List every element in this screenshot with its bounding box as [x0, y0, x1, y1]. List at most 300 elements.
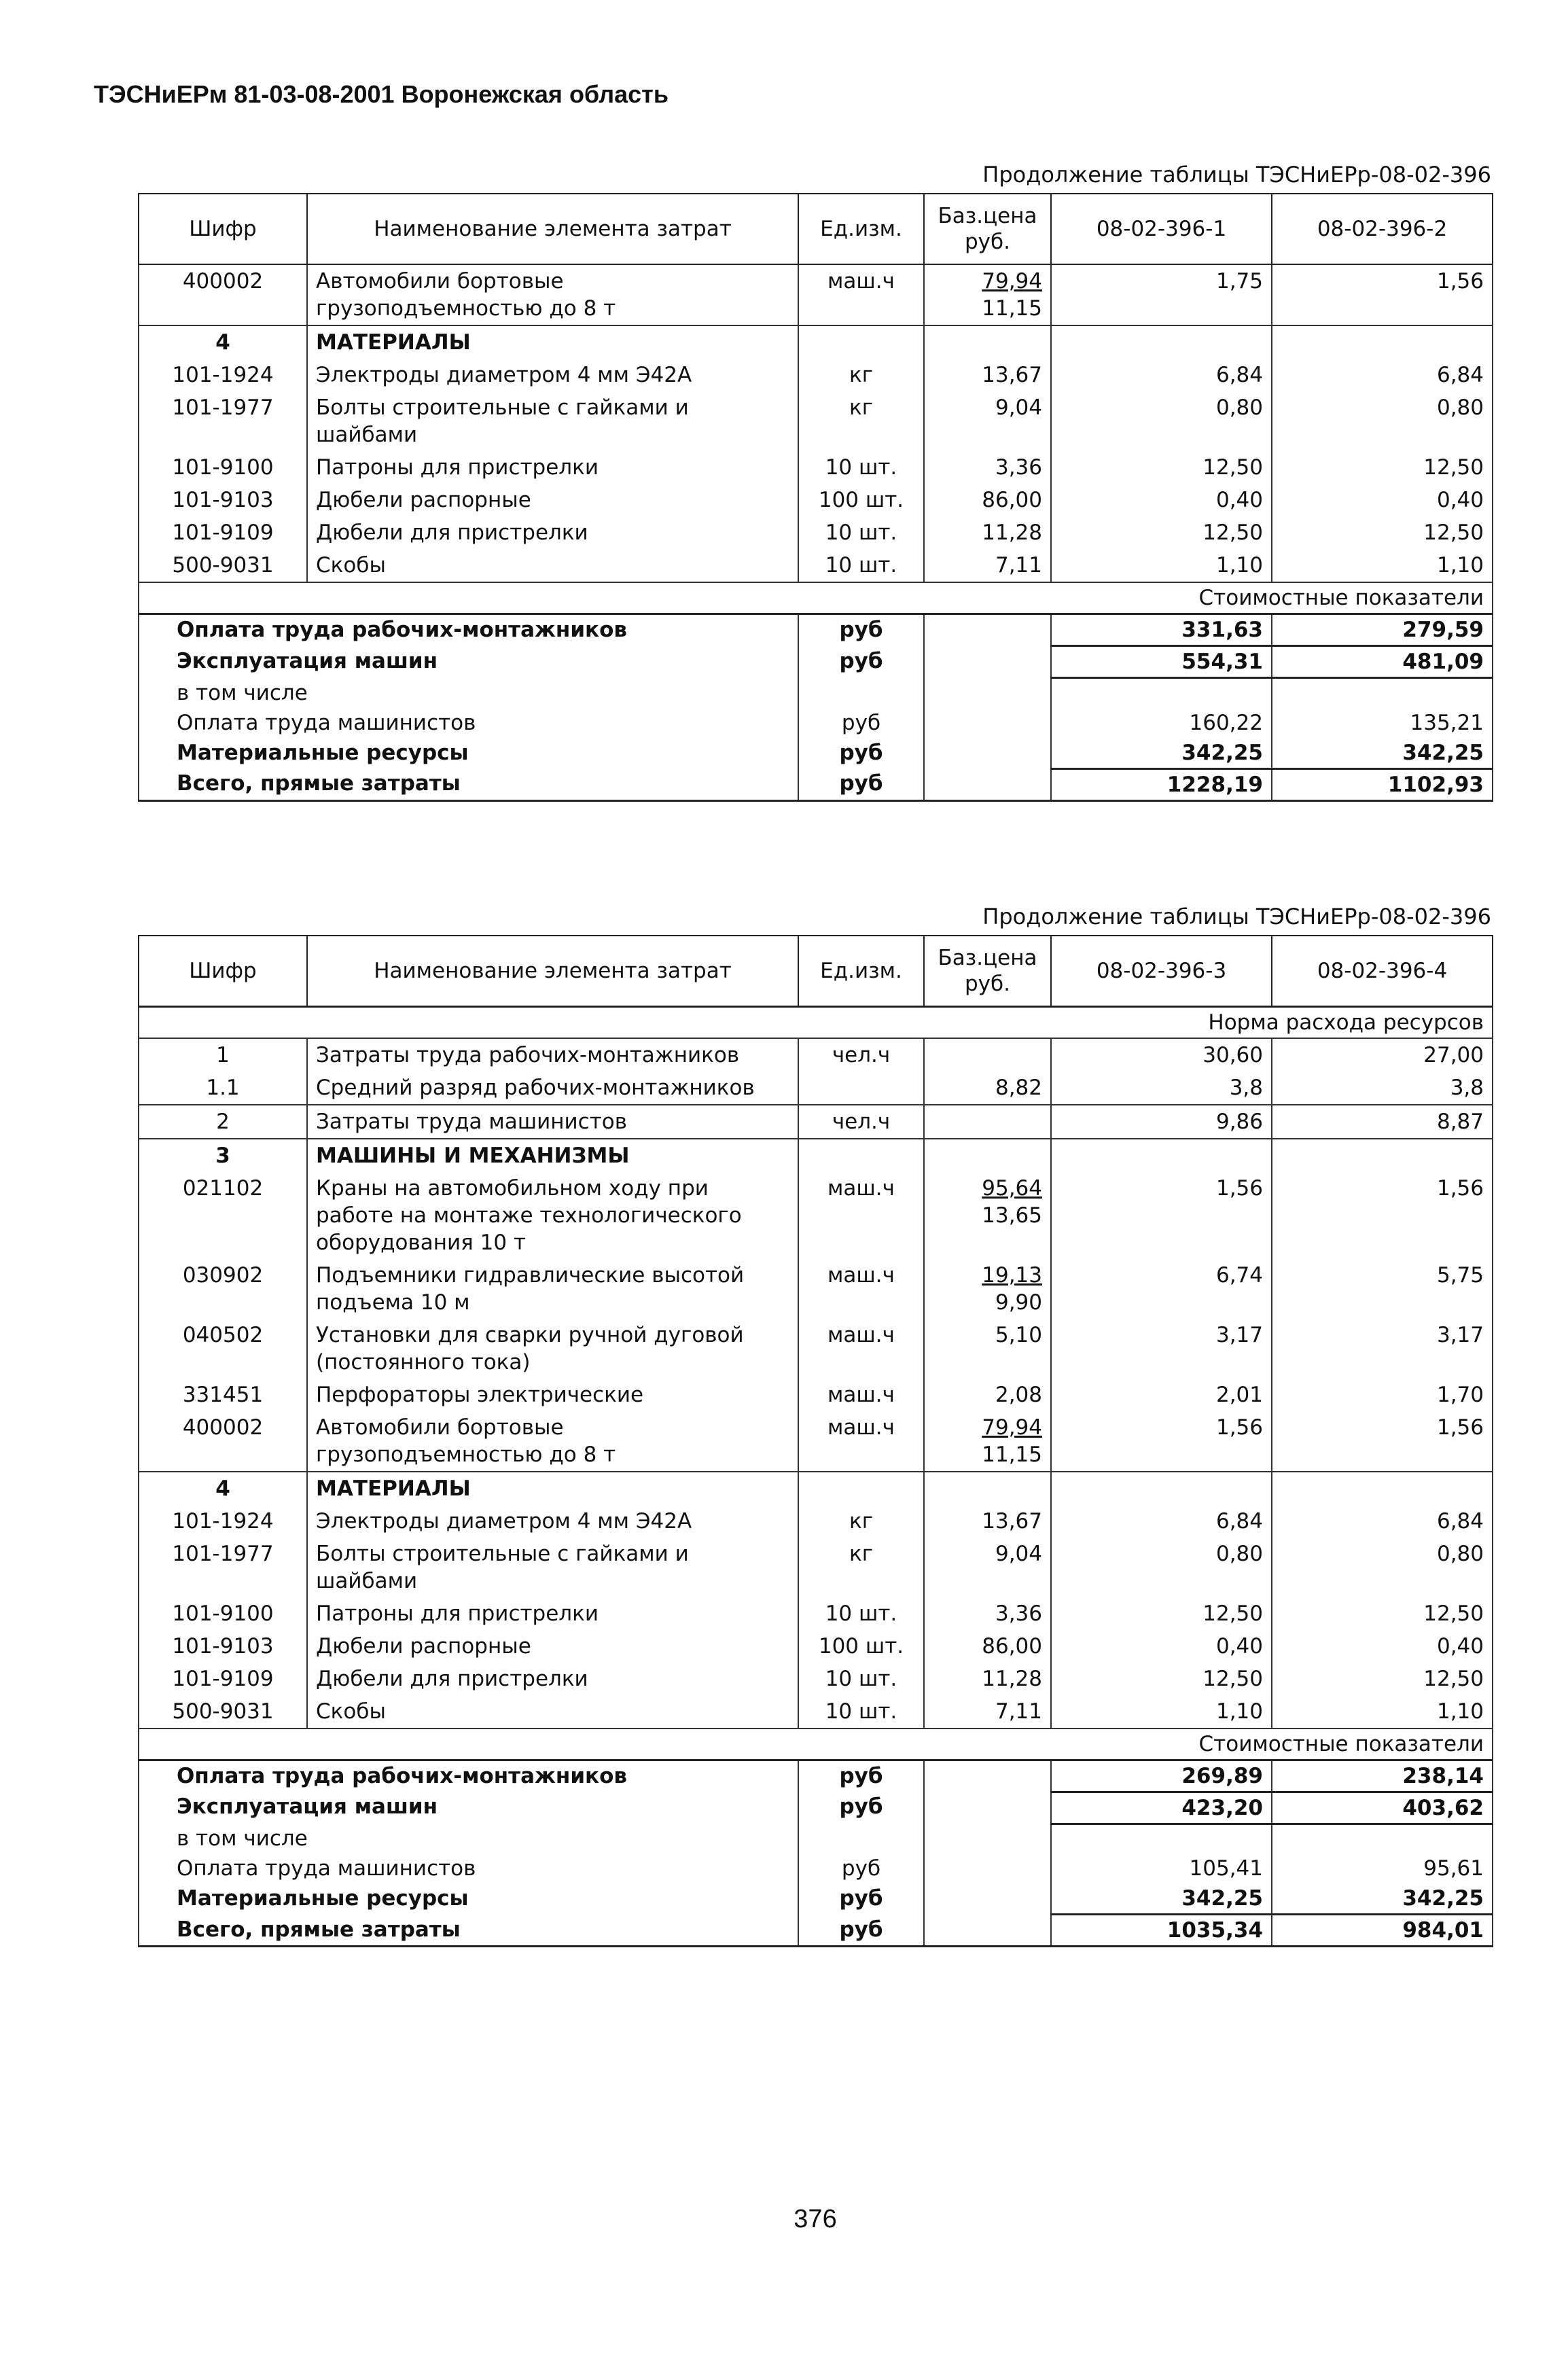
row-code-text: 021102 [182, 1175, 264, 1201]
table-row [139, 1695, 1493, 1729]
summary-value-a [1051, 1824, 1272, 1854]
summary-unit: руб [798, 614, 924, 646]
col-b-header: 08-02-396-4 [1272, 936, 1493, 1006]
row-unit [798, 451, 924, 484]
table-row [139, 549, 1493, 582]
row-code-text: 4 [215, 330, 230, 355]
row-unit [798, 1597, 924, 1630]
row-value-a-text: 3,8 [1229, 1075, 1263, 1100]
col-name-header: Наименование элемента затрат [307, 936, 798, 1006]
table-row [139, 1139, 1493, 1172]
summary-row [139, 646, 1493, 678]
row-value-a [1051, 484, 1272, 516]
price-value: 95,64 [982, 1175, 1042, 1201]
price-value: 7,11 [995, 1699, 1042, 1724]
row-value-b [1272, 325, 1493, 359]
row-unit [798, 1105, 924, 1139]
summary-value-b: 279,59 [1272, 614, 1493, 646]
row-name [307, 1259, 798, 1319]
row-name-text: Дюбели распорные [316, 1633, 531, 1659]
summary-price-empty [924, 1792, 1051, 1824]
price-wage-value: 9,90 [995, 1290, 1042, 1315]
row-unit [798, 1319, 924, 1379]
row-name [307, 1105, 798, 1139]
summary-row [139, 708, 1493, 738]
row-unit [798, 1630, 924, 1663]
row-name-text: Подъемники гидравлические высотой подъема 10 м [316, 1262, 745, 1315]
summary-unit: руб [798, 1915, 924, 1947]
row-value-b [1272, 1139, 1493, 1172]
row-unit-text: 10 шт. [825, 455, 897, 480]
row-unit-text: маш.ч [827, 1415, 895, 1440]
cost-title: Стоимостные показатели [139, 582, 1493, 614]
table-row [139, 1172, 1493, 1259]
row-value-b [1272, 1695, 1493, 1729]
row-value-a-text: 6,84 [1215, 1508, 1263, 1534]
row-unit-text: кг [849, 363, 873, 387]
norm-title: Норма расхода ресурсов [139, 1006, 1493, 1038]
row-code-text: 331451 [182, 1382, 264, 1407]
row-name [307, 264, 798, 325]
table-row [139, 1538, 1493, 1597]
row-value-b-text: 3,17 [1436, 1322, 1484, 1347]
row-value-b-text: 3,8 [1450, 1075, 1484, 1100]
row-name-text: Дюбели для пристрелки [316, 1666, 588, 1691]
table-row [139, 1105, 1493, 1139]
row-value-b-text: 12,50 [1423, 455, 1484, 480]
row-value-b-text: 0,40 [1436, 1633, 1484, 1659]
row-code [139, 1597, 307, 1630]
row-value-a [1051, 1663, 1272, 1695]
price-value: 11,28 [982, 1666, 1042, 1691]
row-unit-text: кг [849, 1541, 873, 1566]
summary-label: Оплата труда рабочих-монтажников [139, 614, 798, 646]
row-value-a-text: 12,50 [1202, 1666, 1263, 1691]
row-value-b-text: 1,56 [1436, 1415, 1484, 1440]
row-value-b-text: 1,10 [1436, 1699, 1484, 1724]
price-value: 9,04 [995, 1541, 1042, 1566]
price-value: 7,11 [995, 553, 1042, 578]
row-value-b-text: 0,40 [1436, 488, 1484, 512]
row-value-b [1272, 1319, 1493, 1379]
row-code [139, 1105, 307, 1139]
summary-price-empty [924, 768, 1051, 800]
row-value-a [1051, 1538, 1272, 1597]
row-unit-text: кг [849, 395, 873, 420]
row-value-b-text: 12,50 [1423, 1666, 1484, 1691]
row-name [307, 359, 798, 391]
summary-label: Всего, прямые затраты [139, 768, 798, 800]
row-value-a [1051, 1319, 1272, 1379]
row-value-b [1272, 1172, 1493, 1259]
row-name-text: МАШИНЫ И МЕХАНИЗМЫ [316, 1143, 630, 1168]
table1-caption: Продолжение таблицы ТЭСНиЕРр-08-02-396 [982, 162, 1491, 188]
row-code [139, 1538, 307, 1597]
row-unit-text: кг [849, 1508, 873, 1534]
table-row [139, 1630, 1493, 1663]
row-price [924, 549, 1051, 582]
row-price [924, 1538, 1051, 1597]
row-value-a [1051, 1505, 1272, 1538]
row-unit [798, 516, 924, 549]
row-unit-text: чел.ч [832, 1109, 891, 1134]
summary-unit: руб [798, 768, 924, 800]
summary-price-empty [924, 678, 1051, 708]
summary-value-a: 342,25 [1051, 1883, 1272, 1915]
row-code [139, 1379, 307, 1411]
table-row [139, 1597, 1493, 1630]
row-name [307, 1663, 798, 1695]
row-value-b-text: 1,56 [1436, 1175, 1484, 1201]
table2-body [139, 1006, 1493, 1947]
row-unit [798, 1538, 924, 1597]
row-name [307, 1472, 798, 1505]
row-name-text: Затраты труда машинистов [316, 1109, 628, 1134]
col-unit-header: Ед.изм. [798, 936, 924, 1006]
row-value-a-text: 12,50 [1202, 455, 1263, 480]
row-value-a-text: 2,01 [1215, 1382, 1263, 1407]
row-code-text: 101-9100 [172, 1601, 274, 1626]
row-value-a-text: 6,74 [1215, 1262, 1263, 1288]
table-row [139, 325, 1493, 359]
col-name-header: Наименование элемента затрат [307, 194, 798, 264]
row-name-text: Автомобили бортовые грузоподъемностью до 8 т [316, 1415, 616, 1467]
row-price [924, 264, 1051, 325]
row-value-b [1272, 1411, 1493, 1472]
row-value-a-text: 0,40 [1215, 1633, 1263, 1659]
norm-title-row [139, 1006, 1493, 1038]
row-name [307, 516, 798, 549]
row-name-text: Перфораторы электрические [316, 1382, 644, 1407]
row-name [307, 1695, 798, 1729]
row-value-a [1051, 451, 1272, 484]
row-price [924, 1630, 1051, 1663]
row-unit-text: маш.ч [827, 1382, 895, 1407]
row-value-b [1272, 264, 1493, 325]
summary-price-empty [924, 1824, 1051, 1854]
row-value-b [1272, 1538, 1493, 1597]
row-unit [798, 391, 924, 451]
table-row [139, 391, 1493, 451]
row-code-text: 030902 [182, 1262, 264, 1288]
summary-value-a: 423,20 [1051, 1792, 1272, 1824]
row-code-text: 101-1977 [172, 1541, 274, 1566]
row-unit [798, 1259, 924, 1319]
row-code [139, 1695, 307, 1729]
row-value-a-text: 30,60 [1202, 1042, 1263, 1067]
row-name [307, 1172, 798, 1259]
summary-row [139, 1915, 1493, 1947]
table1-header-row [139, 194, 1493, 264]
summary-value-b: 481,09 [1272, 646, 1493, 678]
table-row [139, 1663, 1493, 1695]
summary-price-empty [924, 614, 1051, 646]
row-unit-text: маш.ч [827, 1175, 895, 1201]
row-code-text: 500-9031 [172, 553, 274, 578]
row-name-text: Автомобили бортовые грузоподъемностью до 8 т [316, 269, 616, 321]
row-value-b [1272, 1472, 1493, 1505]
row-unit [798, 264, 924, 325]
row-code-text: 500-9031 [172, 1699, 274, 1724]
row-code-text: 4 [215, 1476, 230, 1501]
summary-price-empty [924, 738, 1051, 769]
row-unit [798, 359, 924, 391]
summary-price-empty [924, 1915, 1051, 1947]
summary-label: Всего, прямые затраты [139, 1915, 798, 1947]
row-unit [798, 1663, 924, 1695]
row-name [307, 549, 798, 582]
row-unit [798, 1472, 924, 1505]
summary-label: Эксплуатация машин [139, 1792, 798, 1824]
row-unit [798, 549, 924, 582]
row-code [139, 1071, 307, 1105]
row-value-a [1051, 1172, 1272, 1259]
table2-header-row [139, 936, 1493, 1006]
row-unit [798, 1379, 924, 1411]
summary-row [139, 1760, 1493, 1792]
row-unit-text: 10 шт. [825, 1699, 897, 1724]
summary-value-b: 403,62 [1272, 1792, 1493, 1824]
row-price [924, 391, 1051, 451]
row-name-text: Дюбели для пристрелки [316, 520, 588, 545]
row-value-b [1272, 391, 1493, 451]
row-value-b-text: 12,50 [1423, 520, 1484, 545]
row-name-text: Электроды диаметром 4 мм Э42А [316, 1508, 692, 1534]
row-code [139, 1411, 307, 1472]
summary-row [139, 1792, 1493, 1824]
row-name-text: Электроды диаметром 4 мм Э42А [316, 363, 692, 387]
row-value-b-text: 1,10 [1436, 553, 1484, 578]
summary-value-a [1051, 678, 1272, 708]
summary-unit: руб [798, 1883, 924, 1915]
row-name [307, 1319, 798, 1379]
row-value-b [1272, 549, 1493, 582]
price-wage-value: 13,65 [982, 1203, 1042, 1228]
summary-label: Эксплуатация машин [139, 646, 798, 678]
row-value-b-text: 5,75 [1436, 1262, 1484, 1288]
summary-price-empty [924, 1883, 1051, 1915]
summary-label: в том числе [139, 1824, 798, 1854]
col-price-header: Баз.цена руб. [924, 936, 1051, 1006]
col-code-header: Шифр [139, 936, 307, 1006]
row-value-b [1272, 451, 1493, 484]
cost-title: Стоимостные показатели [139, 1729, 1493, 1760]
row-code-text: 101-9109 [172, 1666, 274, 1691]
table-row [139, 1505, 1493, 1538]
summary-price-empty [924, 1760, 1051, 1792]
row-price [924, 1259, 1051, 1319]
summary-value-b: 238,14 [1272, 1760, 1493, 1792]
row-name [307, 484, 798, 516]
row-code [139, 451, 307, 484]
row-price [924, 1411, 1051, 1472]
table-row [139, 1379, 1493, 1411]
summary-value-b: 342,25 [1272, 738, 1493, 769]
row-price [924, 1505, 1051, 1538]
row-price [924, 1597, 1051, 1630]
row-value-b [1272, 359, 1493, 391]
row-code-text: 400002 [182, 269, 264, 294]
cost-title-row [139, 1729, 1493, 1760]
row-price [924, 1139, 1051, 1172]
row-name-text: Болты строительные с гайками и шайбами [316, 1541, 689, 1593]
col-price-header: Баз.цена руб. [924, 194, 1051, 264]
summary-value-a: 1035,34 [1051, 1915, 1272, 1947]
price-value: 86,00 [982, 488, 1042, 512]
row-name-text: Болты строительные с гайками и шайбами [316, 395, 689, 447]
summary-label: Материальные ресурсы [139, 1883, 798, 1915]
row-value-a [1051, 1105, 1272, 1139]
row-unit [798, 1505, 924, 1538]
row-name-text: Патроны для пристрелки [316, 455, 599, 480]
row-name-text: Скобы [316, 1699, 386, 1724]
row-code-text: 101-9103 [172, 488, 274, 512]
row-name-text: Патроны для пристрелки [316, 1601, 599, 1626]
row-value-a [1051, 516, 1272, 549]
row-price [924, 516, 1051, 549]
row-name-text: Дюбели распорные [316, 488, 531, 512]
row-code [139, 1505, 307, 1538]
price-value: 2,08 [995, 1382, 1042, 1407]
row-name-text: Скобы [316, 553, 386, 578]
row-value-b-text: 1,70 [1436, 1382, 1484, 1407]
summary-label: Оплата труда рабочих-монтажников [139, 1760, 798, 1792]
row-value-b-text: 6,84 [1436, 1508, 1484, 1534]
row-value-a [1051, 1411, 1272, 1472]
row-code [139, 1630, 307, 1663]
row-unit [798, 1411, 924, 1472]
row-code-text: 101-1977 [172, 395, 274, 420]
price-value: 19,13 [982, 1262, 1042, 1288]
summary-value-a: 105,41 [1051, 1854, 1272, 1883]
row-unit [798, 325, 924, 359]
table-row [139, 451, 1493, 484]
row-name [307, 391, 798, 451]
summary-row [139, 768, 1493, 800]
table-row [139, 1071, 1493, 1105]
price-value: 3,36 [995, 455, 1042, 480]
row-unit-text: маш.ч [827, 1262, 895, 1288]
summary-price-empty [924, 1854, 1051, 1883]
summary-row [139, 678, 1493, 708]
row-value-a-text: 1,56 [1215, 1175, 1263, 1201]
row-unit-text: чел.ч [832, 1042, 891, 1067]
price-value: 13,67 [982, 1508, 1042, 1534]
row-value-a [1051, 1379, 1272, 1411]
row-name [307, 1597, 798, 1630]
row-unit [798, 1172, 924, 1259]
col-b-header: 08-02-396-2 [1272, 194, 1493, 264]
table-row [139, 1411, 1493, 1472]
row-price [924, 1172, 1051, 1259]
row-value-b [1272, 516, 1493, 549]
summary-value-b: 135,21 [1272, 708, 1493, 738]
price-value: 11,28 [982, 520, 1042, 545]
price-value: 8,82 [995, 1075, 1042, 1100]
row-value-a [1051, 1695, 1272, 1729]
col-code-header: Шифр [139, 194, 307, 264]
row-value-b-text: 6,84 [1436, 363, 1484, 387]
row-name [307, 1411, 798, 1472]
row-unit-text: 10 шт. [825, 1601, 897, 1626]
row-unit-text: 10 шт. [825, 1666, 897, 1691]
row-value-a [1051, 1597, 1272, 1630]
row-name-text: МАТЕРИАЛЫ [316, 330, 471, 355]
price-value: 5,10 [995, 1322, 1042, 1347]
cost-title-row [139, 582, 1493, 614]
row-code [139, 516, 307, 549]
row-price [924, 1071, 1051, 1105]
price-wage-value: 11,15 [982, 296, 1042, 321]
summary-value-a: 331,63 [1051, 614, 1272, 646]
row-value-a [1051, 1038, 1272, 1071]
row-value-a [1051, 391, 1272, 451]
table2-caption: Продолжение таблицы ТЭСНиЕРр-08-02-396 [982, 904, 1491, 929]
row-price [924, 484, 1051, 516]
summary-label: в том числе [139, 678, 798, 708]
price-value: 3,36 [995, 1601, 1042, 1626]
row-price [924, 325, 1051, 359]
row-code-text: 1.1 [206, 1075, 240, 1100]
row-name [307, 1538, 798, 1597]
row-name [307, 1038, 798, 1071]
row-code [139, 484, 307, 516]
row-value-a [1051, 549, 1272, 582]
row-value-a-text: 0,80 [1215, 1541, 1263, 1566]
document-header: ТЭСНиЕРм 81-03-08-2001 Воронежская область [94, 80, 669, 108]
row-price [924, 1105, 1051, 1139]
price-value: 86,00 [982, 1633, 1042, 1659]
row-value-b-text: 12,50 [1423, 1601, 1484, 1626]
summary-unit [798, 1824, 924, 1854]
row-value-a [1051, 359, 1272, 391]
row-value-b-text: 27,00 [1423, 1042, 1484, 1067]
row-value-b-text: 8,87 [1436, 1109, 1484, 1134]
row-value-b-text: 0,80 [1436, 395, 1484, 420]
row-price [924, 1038, 1051, 1071]
row-value-b [1272, 1259, 1493, 1319]
table-row [139, 516, 1493, 549]
row-value-a-text: 12,50 [1202, 520, 1263, 545]
row-value-a-text: 1,10 [1215, 553, 1263, 578]
row-code [139, 1319, 307, 1379]
row-name [307, 451, 798, 484]
summary-unit: руб [798, 708, 924, 738]
row-code-text: 3 [215, 1143, 230, 1168]
row-code [139, 359, 307, 391]
price-value: 79,94 [982, 1415, 1042, 1440]
table-row [139, 1319, 1493, 1379]
row-code [139, 1472, 307, 1505]
row-name-text: МАТЕРИАЛЫ [316, 1476, 471, 1501]
table1 [138, 193, 1493, 802]
summary-row [139, 738, 1493, 769]
row-code-text: 040502 [182, 1322, 264, 1347]
row-value-a-text: 1,10 [1215, 1699, 1263, 1724]
row-code [139, 264, 307, 325]
row-code [139, 1663, 307, 1695]
row-price [924, 359, 1051, 391]
summary-label: Оплата труда машинистов [139, 1854, 798, 1883]
summary-value-b: 95,61 [1272, 1854, 1493, 1883]
row-name-text: Установки для сварки ручной дуговой (постоянного тока) [316, 1322, 744, 1375]
row-code [139, 1172, 307, 1259]
summary-value-b [1272, 678, 1493, 708]
table-row [139, 484, 1493, 516]
row-value-a-text: 0,80 [1215, 395, 1263, 420]
row-price [924, 1472, 1051, 1505]
row-unit-text: маш.ч [827, 1322, 895, 1347]
